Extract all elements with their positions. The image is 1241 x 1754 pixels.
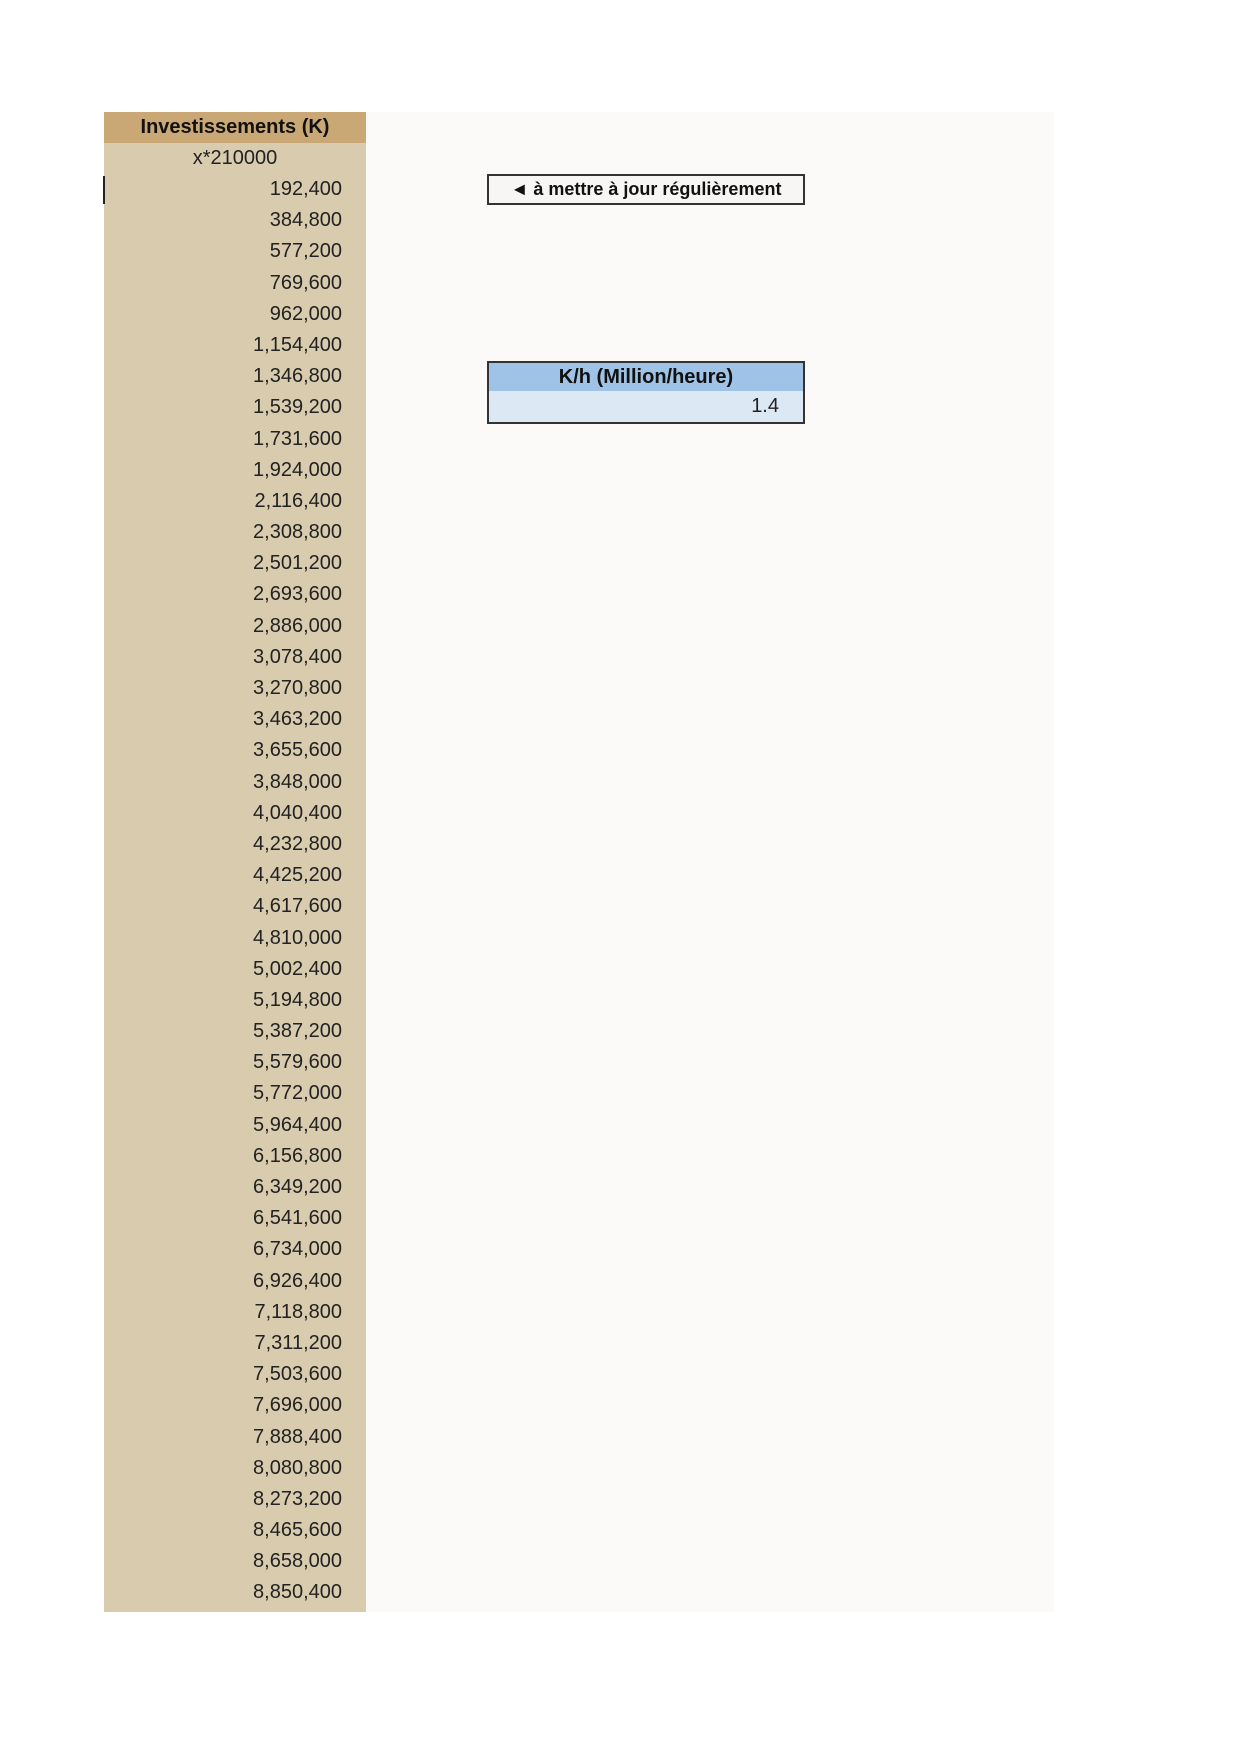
investments-formula[interactable]: x*210000: [192, 147, 278, 169]
investment-cell[interactable]: 1,154,400: [253, 333, 342, 356]
investment-cell[interactable]: 4,810,000: [253, 926, 342, 949]
investment-cell[interactable]: 769,600: [269, 271, 342, 294]
investment-cell[interactable]: 8,080,800: [253, 1456, 342, 1479]
investment-cell[interactable]: 3,655,600: [253, 739, 342, 762]
investment-cell[interactable]: 8,465,600: [253, 1519, 342, 1542]
investment-cell[interactable]: 6,926,400: [253, 1269, 342, 1292]
rate-value-cell[interactable]: [487, 391, 805, 424]
investment-cell[interactable]: 5,964,400: [253, 1113, 342, 1136]
investment-cell[interactable]: 8,658,000: [253, 1550, 342, 1573]
investment-cell[interactable]: 2,693,600: [253, 583, 342, 606]
investment-cell[interactable]: 4,425,200: [253, 864, 342, 887]
rate-header[interactable]: K/h (Million/heure): [487, 361, 805, 393]
investment-cell[interactable]: 577,200: [269, 240, 342, 263]
investment-cell[interactable]: 1,346,800: [253, 365, 342, 388]
update-note[interactable]: ◄ à mettre à jour régulièrement: [487, 174, 805, 205]
investment-cell[interactable]: 5,002,400: [253, 957, 342, 980]
investment-cell[interactable]: 7,888,400: [253, 1425, 342, 1448]
investment-cell[interactable]: 5,387,200: [253, 1020, 342, 1043]
investment-cell[interactable]: 6,541,600: [253, 1207, 342, 1230]
investment-cell[interactable]: 3,078,400: [253, 645, 342, 668]
investment-cell[interactable]: 7,503,600: [253, 1363, 342, 1386]
investment-cell[interactable]: 8,273,200: [253, 1487, 342, 1510]
investment-cell[interactable]: 7,311,200: [254, 1331, 342, 1354]
investment-cell[interactable]: 2,116,400: [254, 489, 342, 512]
investment-cell[interactable]: 2,308,800: [253, 521, 342, 544]
investment-cell[interactable]: 2,886,000: [253, 614, 342, 637]
investment-cell[interactable]: 5,772,000: [253, 1082, 342, 1105]
investment-cell[interactable]: 6,734,000: [253, 1238, 342, 1261]
investment-cell[interactable]: 5,194,800: [253, 988, 342, 1011]
investment-cell[interactable]: 192,400: [269, 178, 342, 200]
investment-cell[interactable]: 3,848,000: [253, 770, 342, 793]
investment-cell[interactable]: 1,924,000: [253, 458, 342, 481]
cell-cursor: [103, 176, 105, 204]
investment-cell[interactable]: 4,232,800: [253, 832, 342, 855]
rate-value: 1.4: [751, 395, 779, 417]
investments-list: [104, 174, 366, 1609]
investment-cell[interactable]: 8,850,400: [253, 1581, 342, 1604]
investment-cell[interactable]: 1,539,200: [253, 396, 342, 419]
investment-cell[interactable]: 3,463,200: [253, 708, 342, 731]
investment-cell[interactable]: 7,696,000: [253, 1394, 342, 1417]
investments-header[interactable]: Investissements (K): [104, 112, 366, 143]
investment-cell[interactable]: 4,040,400: [253, 801, 342, 824]
investment-cell[interactable]: 5,579,600: [253, 1051, 342, 1074]
investment-cell[interactable]: 6,349,200: [253, 1176, 342, 1198]
investment-cell[interactable]: 3,270,800: [253, 677, 342, 699]
investment-cell[interactable]: 1,731,600: [253, 427, 342, 450]
investment-cell[interactable]: 6,156,800: [253, 1144, 342, 1167]
investment-cell[interactable]: 4,617,600: [253, 895, 342, 918]
investment-cell[interactable]: 2,501,200: [253, 552, 342, 575]
investment-cell[interactable]: 962,000: [269, 302, 342, 325]
investment-cell[interactable]: 7,118,800: [254, 1300, 342, 1323]
investment-cell[interactable]: 384,800: [269, 209, 342, 232]
